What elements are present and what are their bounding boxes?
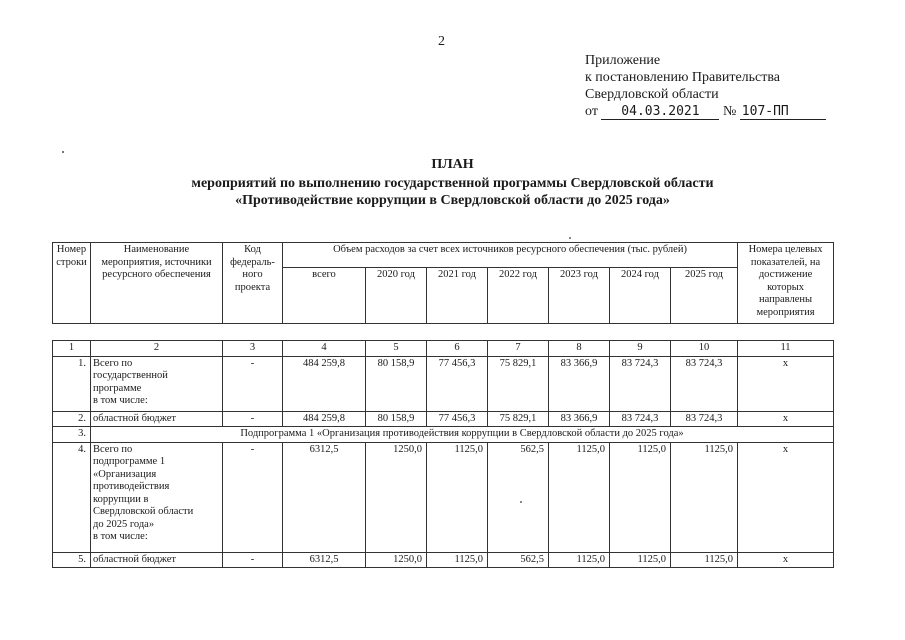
header-year: 2022 год <box>488 268 549 324</box>
row-code: - <box>223 552 283 568</box>
row-2022: 562,5 <box>488 552 549 568</box>
row-2025: 1125,0 <box>671 552 738 568</box>
from-label: от <box>585 104 598 119</box>
header-year: 2020 год <box>366 268 427 324</box>
table-row <box>53 356 834 411</box>
plan-subtitle: мероприятий по выполнению государственной программы Свердловской области <box>191 176 714 191</box>
row-2025: 83 724,3 <box>671 356 738 411</box>
table-row <box>53 552 834 568</box>
decree-date: 04.03.2021 <box>601 104 719 120</box>
header-table <box>52 242 834 324</box>
row-number: 5. <box>53 552 91 568</box>
header-year: 2023 год <box>549 268 610 324</box>
row-2025: 83 724,3 <box>671 411 738 427</box>
appendix-line-2: к постановлению Правительства <box>585 70 781 85</box>
row-2024: 1125,0 <box>610 552 671 568</box>
row-2021: 1125,0 <box>427 552 488 568</box>
row-2021: 77 456,3 <box>427 411 488 427</box>
row-number: 2. <box>53 411 91 427</box>
row-name-line: Свердловской области <box>93 506 194 517</box>
row-2025: 1125,0 <box>671 442 738 552</box>
row-2020: 80 158,9 <box>366 411 427 427</box>
row-name: областной бюджет <box>91 552 223 568</box>
row-name-line: противодействия <box>93 481 170 492</box>
row-name-line: Всего по <box>93 357 133 369</box>
plan-title: ПЛАН <box>431 157 474 172</box>
column-number: 8 <box>549 341 610 357</box>
row-2023: 1125,0 <box>549 442 610 552</box>
subprogram-title: Подпрограмма 1 «Организация противодействия коррупции в Свердловской области до 2025 года» <box>91 427 834 443</box>
row-targets: х <box>738 411 834 427</box>
row-name-line: государственной <box>93 370 168 381</box>
header-year: 2021 год <box>427 268 488 324</box>
row-2021: 1125,0 <box>427 442 488 552</box>
header-name: Наименование мероприятия, источники ресурсного обеспечения <box>91 243 223 324</box>
column-numbers-row <box>53 341 834 357</box>
table-row <box>53 427 834 443</box>
scan-speck <box>569 237 571 239</box>
row-name <box>91 442 223 552</box>
row-2021: 77 456,3 <box>427 356 488 411</box>
table-row <box>53 442 834 552</box>
column-number: 6 <box>427 341 488 357</box>
row-2023: 83 366,9 <box>549 356 610 411</box>
row-2024: 1125,0 <box>610 442 671 552</box>
row-name-line: в том числе: <box>93 531 148 542</box>
row-code: - <box>223 442 283 552</box>
row-name-line: в том числе: <box>93 395 148 406</box>
column-number: 4 <box>283 341 366 357</box>
row-total: 484 259,8 <box>283 356 366 411</box>
header-year: 2024 год <box>610 268 671 324</box>
row-code: - <box>223 356 283 411</box>
row-2023: 83 366,9 <box>549 411 610 427</box>
column-number: 3 <box>223 341 283 357</box>
column-number: 7 <box>488 341 549 357</box>
number-label: № <box>722 104 737 119</box>
row-total: 6312,5 <box>283 442 366 552</box>
page-number: 2 <box>438 34 445 49</box>
row-name-line: программе <box>93 382 142 394</box>
row-number: 4. <box>53 442 91 552</box>
row-2024: 83 724,3 <box>610 411 671 427</box>
row-targets: х <box>738 552 834 568</box>
header-volume: Объем расходов за счет всех источников ресурсного обеспечения (тыс. рублей) <box>283 243 738 268</box>
scan-speck <box>62 151 64 153</box>
row-2020: 1250,0 <box>366 552 427 568</box>
column-number: 1 <box>53 341 91 357</box>
row-number: 3. <box>53 427 91 443</box>
column-number: 11 <box>738 341 834 357</box>
row-2022: 562,5 <box>488 442 549 552</box>
appendix-date-line <box>585 103 826 120</box>
header-code: Код федераль-ного проекта <box>223 243 283 324</box>
appendix-line-3: Свердловской области <box>585 87 719 102</box>
appendix-block <box>585 52 826 120</box>
row-name <box>91 356 223 411</box>
row-name-line: до 2025 года» <box>93 518 155 530</box>
column-number: 2 <box>91 341 223 357</box>
column-number: 10 <box>671 341 738 357</box>
table-row <box>53 411 834 427</box>
row-targets: х <box>738 442 834 552</box>
row-name-line: Всего по <box>93 443 133 455</box>
row-2023: 1125,0 <box>549 552 610 568</box>
row-code: - <box>223 411 283 427</box>
header-targets: Номера целевых показателей, на достижение которых направлены мероприятия <box>738 243 834 324</box>
header-year: 2025 год <box>671 268 738 324</box>
row-2020: 1250,0 <box>366 442 427 552</box>
decree-number: 107-ПП <box>740 104 826 120</box>
program-name: «Противодействие коррупции в Свердловской области до 2025 года» <box>235 193 670 208</box>
column-number: 9 <box>610 341 671 357</box>
data-table <box>52 340 834 568</box>
column-number: 5 <box>366 341 427 357</box>
row-name-line: подпрограмме 1 <box>93 456 166 467</box>
row-name-line: коррупции в <box>93 493 149 505</box>
row-2022: 75 829,1 <box>488 356 549 411</box>
header-total: всего <box>283 268 366 324</box>
header-row-number: Номер строки <box>53 243 91 324</box>
row-total: 6312,5 <box>283 552 366 568</box>
row-total: 484 259,8 <box>283 411 366 427</box>
row-number: 1. <box>53 356 91 411</box>
row-name: областной бюджет <box>91 411 223 427</box>
row-2024: 83 724,3 <box>610 356 671 411</box>
row-2020: 80 158,9 <box>366 356 427 411</box>
row-targets: х <box>738 356 834 411</box>
row-name-line: «Организация <box>93 468 157 480</box>
appendix-line-1: Приложение <box>585 53 661 68</box>
row-2022: 75 829,1 <box>488 411 549 427</box>
